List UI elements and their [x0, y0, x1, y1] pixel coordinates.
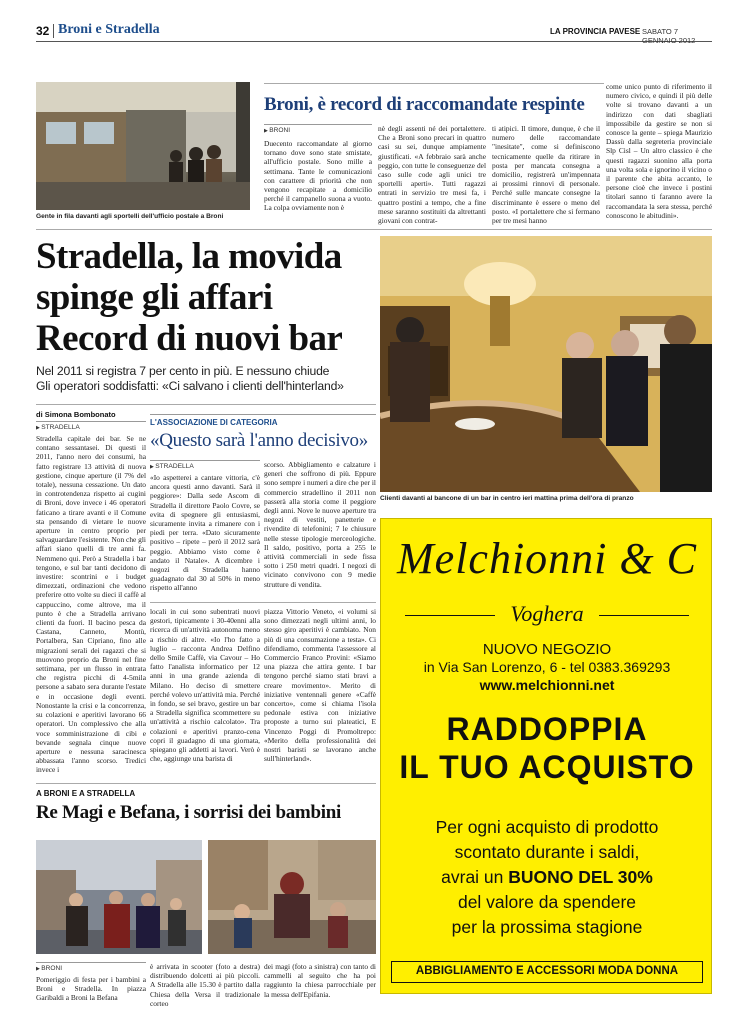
article2-headline-line2: spinge gli affari: [36, 277, 273, 318]
article2-byline: di Simona Bombonato: [36, 410, 116, 419]
article1-col3: ti atipici. Il timore, dunque, è che il numero delle raccomandate "inesitate", come si definiscono tecnicamente quelle da ritirare in posta per mancata consegna a domicilio, registrerà un'impennata ai prossimi rinnovi di personale. Perché sulle mancate consegne la discriminante è essere o meno del posto. «I portalettere che si fermano per tre mesi hanno: [492, 124, 600, 226]
ad-city-line-right: [599, 615, 689, 616]
sidebar-title: «Questo sarà l'anno decisivo»: [150, 430, 368, 451]
ad-footer: ABBIGLIAMENTO E ACCESSORI MODA DONNA: [391, 961, 703, 983]
article2-tag: ▶ STRADELLA: [36, 421, 146, 431]
magi-photo: [36, 840, 202, 954]
article3-col3: dei magi (foto a sinistra) con tanto di cammelli al seguito che ha poi raggiunto la chiesa parrocchiale per la messa dell'Epifania.: [264, 962, 376, 999]
masthead: LA PROVINCIA PAVESE: [550, 27, 641, 36]
befana-photo: [208, 840, 376, 954]
article2-col5: piazza Vittorio Veneto, «i volumi si sono dimezzati negli ultimi anni, lo stesso giro aperitivi è cambiato. Non più di una consumazione a testa». Ci difendiamo, commenta l'assessore al Commercio Franco Provini: «Siamo una piazza che attira gente. I bar tengono perché siamo stati bravi a creare movimento». Merito di iniziative ventennali genere «Caffè concerto», come si chiama l'isola pedonale estiva con iniziative proposte a turno sui plateatici, E Vincenzo Poggi di Promoltrepo: «Merito della professionalità dei nostri baristi se lavorano anche sull'hinterland».: [264, 607, 376, 764]
ad-line3: www.melchionni.net: [479, 677, 615, 693]
article2-subtitle-line1: Nel 2011 si registra 7 per cento in più. E nessuno chiude: [36, 364, 330, 378]
bar-photo: [380, 236, 712, 492]
article1-top-rule: [264, 83, 604, 84]
befana-scene: [208, 840, 376, 954]
article1-col1: Duecento raccomandate al giorno tornano dove sono state smistate, all'ufficio postale. Sono mille a settimana. Tante le comunicazioni con carattere di priorità che non vengono recapitate a domicilio perché il campanello suona a vuoto. La colpa ovviamente non è: [264, 139, 372, 213]
ad-city: Voghera: [510, 601, 584, 626]
ad-body: [381, 815, 713, 940]
article2-subtitle-rule: [36, 404, 376, 405]
ad-body-line3: [381, 865, 713, 890]
article2-headline-line1: Stradella, la movida: [36, 236, 342, 277]
article3-kicker: A BRONI E A STRADELLA: [36, 789, 136, 798]
section-divider: [53, 24, 54, 38]
article1-bottom-rule: [36, 229, 712, 230]
ad-line1: NUOVO NEGOZIO: [482, 641, 612, 658]
post-office-scene: [36, 82, 250, 210]
article1-col2: nè degli assenti né dei portalettere. Che a Broni sono precari in quattro casi su sei, dunque ampiamente giustificati. «A febbraio sarà anche peggio, con tutte le conseguenze del caso sulle code agli unici tre sportelli aperti». Tutti ragazzi entrati in servizio tre mesi fa, i quattro postini a tempo, che a fine mese saranno sostituiti da altrettanti giovani con contrat-: [378, 124, 486, 226]
ad-headline-line2: IL TUO ACQUISTO: [399, 749, 695, 785]
ad-line2: in Via San Lorenzo, 6 - tel 0383.369293: [423, 659, 671, 675]
page-header: [36, 22, 712, 45]
bar-scene: [380, 236, 712, 492]
issue-date: SABATO 7 GENNAIO 2012: [642, 27, 696, 45]
article3-col1: Pomeriggio di festa per i bambini a Broni e Stradella. In piazza Garibaldi a Broni la Befana: [36, 975, 146, 1003]
article3-tag: ▶ BRONI: [36, 962, 146, 972]
sidebar-col2: scorso. Abbigliamento e calzature i generi che soffrono di più. Eppure sono sempre i numeri a dire che per il commercio stradellino il 2011 non passerà alla storia come il peggiore degli anni. Nove le nuove aperture tra negozi di vestiti, panetterie e rivendite di telefonini; 7 le chiusure nelle stesse tipologie merceologiche. Il saldo, positivo, porta a 255 le attività commerciali in sede fissa sotto i 250 metri quadri. I negozi di vicinato convivono con 9 medie strutture di vendita.: [264, 460, 376, 589]
magi-scene: [36, 840, 202, 954]
ad-headline-line1: RADDOPPIA: [446, 711, 648, 747]
post-office-photo: [36, 82, 250, 210]
article3-top-rule: [36, 783, 376, 784]
ad-brand: Melchionni & C: [397, 534, 697, 583]
article2-subtitle: [36, 364, 376, 394]
ad-body-line1: Per ogni acquisto di prodotto: [435, 817, 659, 837]
ad-body-line3-a: avrai un: [441, 867, 509, 887]
ad-body-line3-b: BUONO DEL 30%: [508, 867, 653, 887]
sidebar-kicker: L'ASSOCIAZIONE DI CATEGORIA: [150, 414, 376, 427]
section-title: Broni e Stradella: [58, 22, 160, 37]
article2-subtitle-line2: Gli operatori soddisfatti: «Ci salvano i clienti dell'hinterland»: [36, 379, 344, 393]
post-office-caption: Gente in fila davanti agli sportelli dell'ufficio postale a Broni: [36, 213, 224, 220]
article1-title: Broni, è record di raccomandate respinte: [264, 94, 585, 115]
sidebar-col1: «Io aspetterei a cantare vittoria, c'è ancora questi anno davanti. Sarà il peggiore»: Dalla sede Ascom di Stradella il direttore Paolo Covre, se evita di spegnere gli entusiasmi, sicuramente invita a rimanere con i piedi per terra. «Dato sicuramente positivo – ripete – però il 2012 sarà peggio. Abbiamo visto come è andato il Natale». A dicembre i negozi di Stradella hanno guadagnato dal 30 al 50% in meno rispetto all'anno: [150, 473, 260, 593]
ad-city-line-left: [405, 615, 495, 616]
ad-body-line4: del valore da spendere: [457, 892, 637, 912]
bar-photo-caption: Clienti davanti al bancone di un bar in centro ieri mattina prima dell'ora di pranzo: [380, 495, 634, 502]
article2-col4: locali in cui sono subentrati nuovi gestori, tipicamente i 30-40enni alla ricerca di un'attività autonoma meno a rischio di altre. «Io l'ho fatto a luglio – racconta Andrea Delfino dello Smile Caffè, via Cavour – Ho fatto l'analista informatico per 12 anni in una grande azienda di Milano. Ho deciso di smettere perché volevo un'attività mia. Perché in fondo, se sei bravo, gestire un bar a Stradella significa scommettere su un'attività a rischio calcolato». Tra colazioni e aperitivi pranzo-cena copri il guadagno di una giornata, spiegano gli addetti ai lavori. Verò è che, aggiunge una barista di: [150, 607, 260, 764]
article3-title: Re Magi e Befana, i sorrisi dei bambini: [36, 802, 341, 823]
melchionni-ad: [380, 518, 712, 994]
page-number: 32: [36, 24, 50, 38]
sidebar-bottom-rule: [150, 602, 376, 603]
ad-body-line5: per la prossima stagione: [451, 917, 643, 937]
article2-headline-line3: Record di nuovi bar: [36, 318, 343, 359]
article1-col4: come unico punto di riferimento il numero civico, e quindi il più delle volte si trovano davanti a un indirizzo con dati sbagliati impossibile da gestire se non si conosce la gente – spiega Maurizio Dassù dalla segreteria provinciale Slp Cisl – Un altro classico è che questi ragazzi suonino alla porta una volta sola e ignorino il vicino o il parente che abita accanto, le persone cioè che invece i postini titolari sanno ti faranno avere la raccomandata la sera stessa, perché conoscono le abitudini».: [606, 82, 712, 220]
article3-col2: è arrivata in scooter (foto a destra) distribuendo dolcetti ai più piccoli. A Stradella alle 15.30 è partito dalla Chiesa della Versa il tradizionale corteo: [150, 962, 260, 1008]
article2-headline: [36, 236, 376, 359]
article1-tag: ▶ BRONI: [264, 124, 372, 134]
article2-col1: Stradella capitale dei bar. Se ne contano sessantasei. Di questi il 2011, l'anno nero dei consumi, ha fatto registrare 13 attività di nuova gestione, cinque aperture (il 7% del totale), nessuna cessazione. Un dato in controtendenza rispetto ai cugini di Broni, dove invece i 46 operatori faticano a tirare avanti e il Comune sta pensando di vietare le nuove aperture in centro proprio per salvaguardare l'esistente. Non che gli affari siano quelli di tre anni fa. Nemmeno qui. Però a Stradella i bar tengono, e sul bar tanti decidono di investire: scontrini e i budget dimezzati, ordinazioni che vedono preferire otto volte su dieci il caffè al cappuccino, come altrove, ma il punto è che a Stradella arrivano clienti da fuori. Il bacino pesca da Castana, Canneto, Montù, Portalbera, San Cipriano, fino alle migrazioni serali dei ragazzi che si muovono proprio da Broni nel fine settimana, per un flusso in entrata che registra picchi di 4-5mila persone a sabato sera durante l'estate e in occasione degli eventi. Nonostante la crisi e la concorrenza, su colazioni e aperitivi lavorano 66 operatori. Un complessivo che alla voce somministrazione di cibi e bevande segnala cinque nuove aperture e nessuna saracinesca abbassata l'anno scorso. Tredici invece i: [36, 434, 146, 775]
ad-body-line2: scontato durante i saldi,: [454, 842, 640, 862]
sidebar-tag: ▶ STRADELLA: [150, 460, 260, 470]
